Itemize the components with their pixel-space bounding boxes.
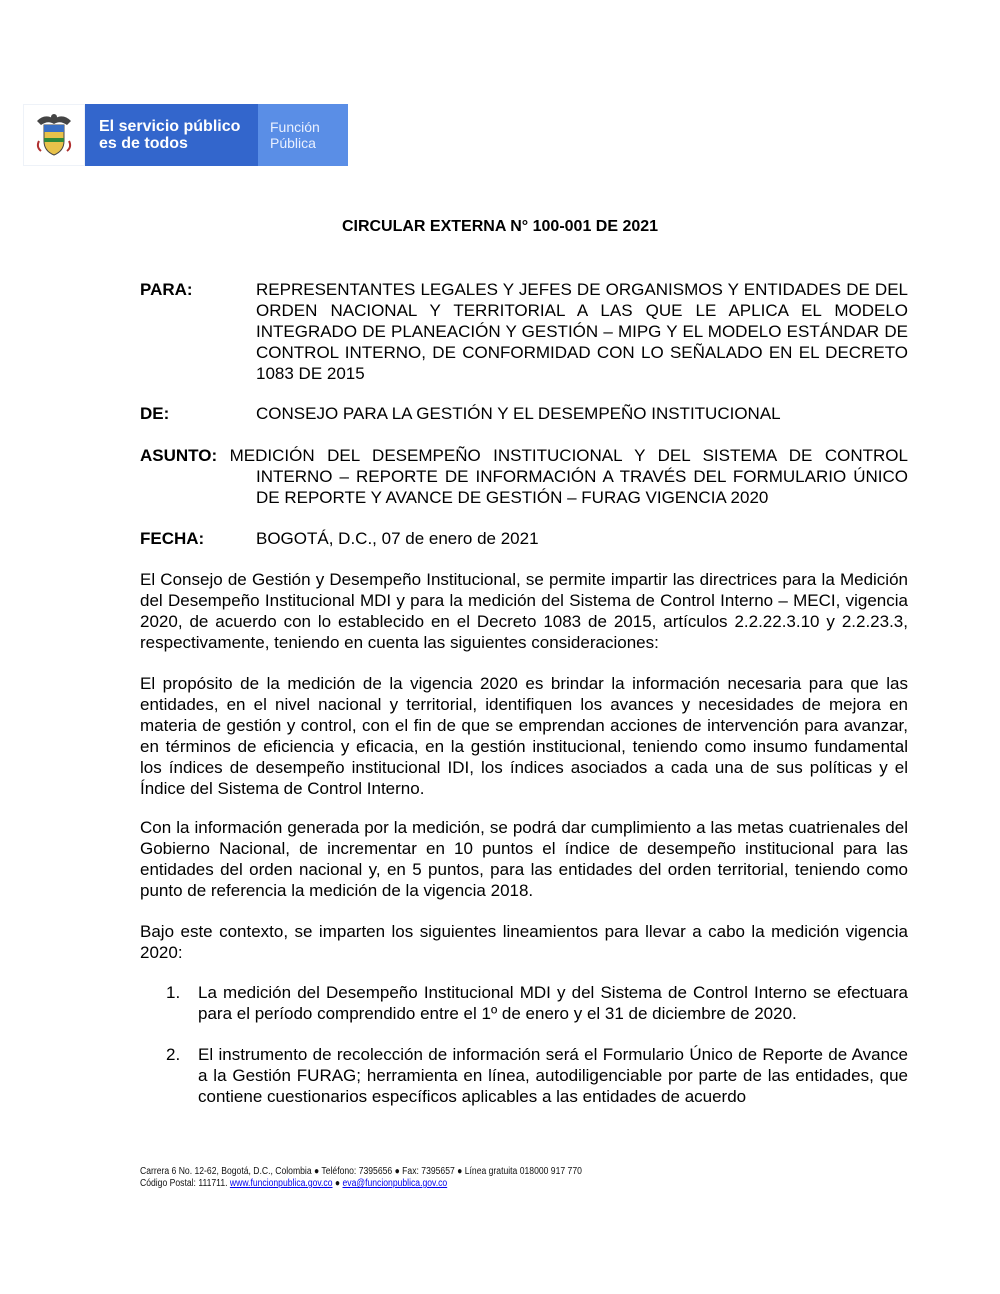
list-item-number: 2.: [166, 1045, 181, 1064]
de-field: [140, 403, 908, 424]
document-title: CIRCULAR EXTERNA N° 100-001 DE 2021: [341, 218, 659, 235]
footer-line2: [140, 1178, 742, 1190]
asunto-value-first: MEDICIÓN DEL DESEMPEÑO INSTITUCIONAL Y DEL SISTEMA DE CONTROL: [229, 446, 908, 465]
para-field: [140, 279, 908, 384]
footer-website-link[interactable]: www.funcionpublica.gov.co: [229, 1178, 333, 1189]
footer-separator: ●: [334, 1178, 341, 1189]
list-item: [166, 1044, 908, 1107]
logo-banner: [23, 104, 348, 166]
logo-main-text: [85, 104, 258, 166]
de-label: DE:: [140, 404, 170, 423]
page-footer: [140, 1166, 742, 1190]
paragraph-3: Con la información generada por la medición, se podrá dar cumplimiento a las metas cuatrienales del Gobierno Nacional, de incrementar en 10 puntos el índice de desempeño institucional para las entidades del orden nacional y, en 5 puntos, para las entidades del orden territorial, teniendo como punto de referencia la medición de la vigencia 2018.: [140, 818, 908, 900]
footer-email-link[interactable]: eva@funcionpublica.gov.co: [342, 1178, 448, 1189]
fecha-field: [140, 528, 908, 549]
list-item-text: La medición del Desempeño Institucional MDI y del Sistema de Control Interno se efectuara para el período comprendido entre el 1º de enero y el 31 de diciembre de 2020.: [198, 983, 908, 1023]
paragraph-4: Bajo este contexto, se imparten los siguientes lineamientos para llevar a cabo la medición vigencia 2020:: [140, 922, 908, 962]
paragraph-1: El Consejo de Gestión y Desempeño Institucional, se permite impartir las directrices para la Medición del Desempeño Institucional MDI y para la medición del Sistema de Control Interno – MECI, vigencia 2020, de acuerdo con lo establecido en el Decreto 1083 de 2015, artículos 2.2.22.3.10 y 2.2.23.3, respectivamente, teniendo en cuenta las siguientes consideraciones:: [140, 570, 908, 652]
para-label: PARA:: [140, 280, 193, 299]
para-value: REPRESENTANTES LEGALES Y JEFES DE ORGANISMOS Y ENTIDADES DE DEL ORDEN NACIONAL Y TERRITORIAL A LAS QUE LE APLICA EL MODELO INTEGRADO DE PLANEACIÓN Y GESTIÓN – MIPG Y EL MODELO ESTÁNDAR DE CONTROL INTERNO, DE CONFORMIDAD CON LO SEÑALADO EN EL DECRETO 1083 DE 2015: [256, 280, 908, 383]
list-item-text: El instrumento de recolección de información será el Formulario Único de Reporte de Avance a la Gestión FURAG; herramienta en línea, autodiligenciable por parte de las entidades, que contiene cuestionarios específicos aplicables a las entidades de acuerdo: [198, 1045, 908, 1106]
asunto-value-rest: INTERNO – REPORTE DE INFORMACIÓN A TRAVÉS DEL FORMULARIO ÚNICO DE REPORTE Y AVANCE DE GESTIÓN – FURAG VIGENCIA 2020: [256, 467, 908, 507]
asunto-field: [140, 445, 908, 508]
list-item: [166, 982, 908, 1024]
asunto-label: ASUNTO:: [140, 446, 218, 465]
logo-side-line1: Función: [270, 119, 320, 135]
fecha-value: BOGOTÁ, D.C., 07 de enero de 2021: [256, 529, 539, 548]
footer-address: Carrera 6 No. 12-62, Bogotá, D.C., Colombia ● Teléfono: 7395656 ● Fax: 7395657 ● Línea gratuita 018000 917 770: [140, 1166, 582, 1177]
logo-main-line1: El servicio público: [99, 118, 241, 135]
coat-of-arms-icon: [23, 104, 85, 166]
logo-side-line2: Pública: [270, 135, 316, 151]
logo-main-line2: es de todos: [99, 135, 188, 152]
logo-side-text: [258, 104, 348, 166]
footer-postal: Código Postal: 111711.: [140, 1178, 228, 1189]
paragraph-2: El propósito de la medición de la vigencia 2020 es brindar la información necesaria para que las entidades, en el nivel nacional y territorial, identifiquen los avances y necesidades de mejora en materia de gestión y control, con el fin de que se emprendan acciones de intervención para avanzar, en términos de eficiencia y eficacia, en la gestión institucional, teniendo como insumo fundamental los índices de desempeño institucional IDI, los índices asociados a cada una de sus políticas y el Índice del Sistema de Control Interno.: [140, 674, 908, 798]
de-value: CONSEJO PARA LA GESTIÓN Y EL DESEMPEÑO INSTITUCIONAL: [256, 404, 781, 423]
list-item-number: 1.: [166, 983, 181, 1002]
asunto-first-line: [140, 445, 908, 466]
fecha-label: FECHA:: [140, 529, 205, 548]
